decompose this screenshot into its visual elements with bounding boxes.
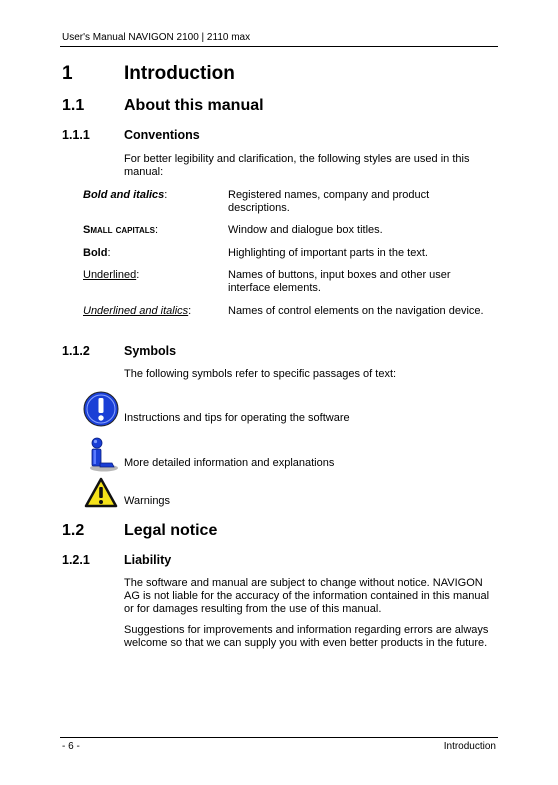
warning-triangle-icon	[84, 477, 118, 509]
convention-term-bold-italics: Bold and italics:	[83, 189, 168, 201]
section-number: 1.2	[62, 522, 85, 539]
convention-term-underlined-italics: Underlined and italics:	[83, 305, 192, 317]
subsection-number: 1.2.1	[62, 553, 90, 567]
convention-desc: Names of control elements on the navigation device.	[228, 305, 484, 317]
conventions-intro: For better legibility and clarification, the following styles are used in this manual:	[124, 153, 470, 178]
subsection-heading-symbols	[62, 344, 176, 358]
convention-term-underlined: Underlined:	[83, 269, 140, 281]
subsection-title: Liability	[124, 553, 172, 567]
section-heading-1-1	[62, 97, 264, 115]
symbol-text-information: More detailed information and explanations	[124, 457, 335, 469]
symbols-intro: The following symbols refer to specific passages of text:	[124, 368, 397, 380]
subsection-title: Symbols	[124, 344, 177, 358]
footer-section-name: Introduction	[443, 741, 496, 752]
running-header: User's Manual NAVIGON 2100 | 2110 max	[62, 32, 251, 43]
symbol-text-warnings: Warnings	[124, 495, 171, 507]
subsection-title: Conventions	[124, 128, 200, 142]
subsection-number: 1.1.2	[62, 344, 90, 358]
convention-desc: Window and dialogue box titles.	[228, 224, 383, 236]
chapter-number: 1	[62, 63, 73, 84]
section-title: About this manual	[124, 97, 264, 114]
section-heading-1-2	[62, 522, 217, 540]
section-title: Legal notice	[124, 522, 218, 539]
symbol-text-instructions: Instructions and tips for operating the software	[124, 412, 350, 424]
convention-desc: Names of buttons, input boxes and other user interface elements.	[228, 269, 451, 294]
subsection-number: 1.1.1	[62, 128, 90, 142]
chapter-title: Introduction	[124, 63, 235, 84]
chapter-heading	[62, 63, 235, 85]
exclamation-icon	[83, 391, 119, 427]
liability-paragraph-1: The software and manual are subject to change without notice. NAVIGON AG is not liable for the accuracy of the information contained in this manual or for damages resulting from the use of this manual.	[124, 577, 490, 615]
convention-term-bold: Bold:	[83, 247, 111, 259]
info-figure-icon	[86, 437, 120, 473]
convention-desc: Highlighting of important parts in the text.	[228, 247, 428, 259]
convention-desc: Registered names, company and product descriptions.	[228, 189, 430, 214]
subsection-heading-conventions	[62, 128, 200, 142]
header-rule	[60, 46, 498, 47]
page-number: - 6 -	[62, 741, 80, 752]
convention-term-small-caps: Small capitals:	[83, 224, 159, 236]
footer-rule	[60, 737, 498, 738]
liability-paragraph-2: Suggestions for improvements and information regarding errors are always welcome so that we can supply you with even better products in the future.	[124, 624, 489, 649]
subsection-heading-liability	[62, 553, 171, 567]
section-number: 1.1	[62, 97, 85, 114]
